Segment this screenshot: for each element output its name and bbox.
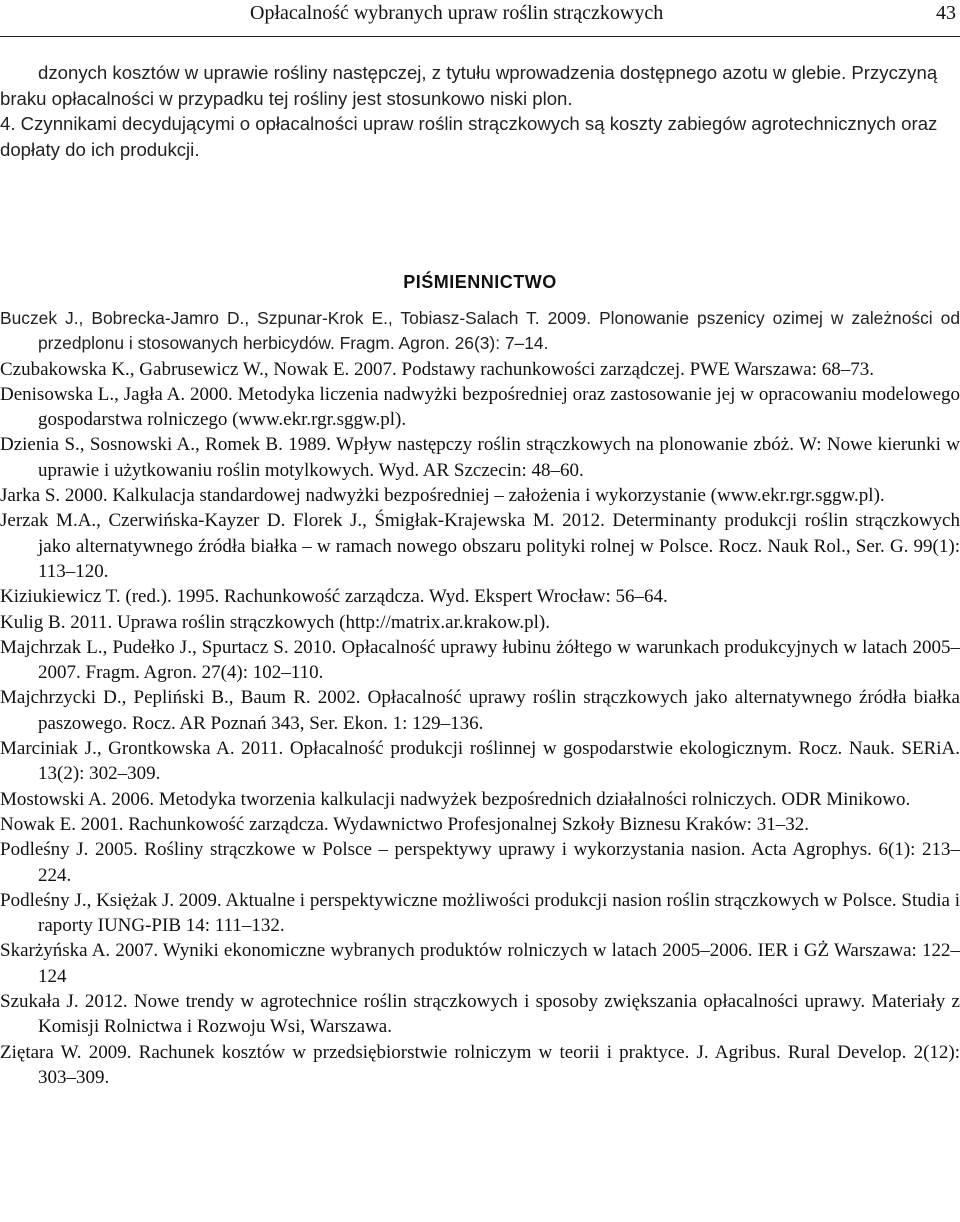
reference-item: Majchrzak L., Pudełko J., Spurtacz S. 2010. Opłacalność uprawy łubinu żółtego w warunkach produkcyjnych w latach 2005–2007. Fragm. Agron. 27(4): 102–110.: [0, 636, 960, 684]
reference-item: Jarka S. 2000. Kalkulacja standardowej nadwyżki bezpośredniej – założenia i wykorzystanie (www.ekr.rgr.sggw.pl).: [0, 485, 885, 507]
conclusions-text: [0, 60, 960, 162]
reference-item: Kulig B. 2011. Uprawa roślin strączkowych (http://matrix.ar.krakow.pl).: [0, 611, 550, 633]
references-heading: PIŚMIENNICTWO: [403, 272, 557, 292]
reference-item: Ziętara W. 2009. Rachunek kosztów w przedsiębiorstwie rolniczym w teorii i praktyce. J. Agribus. Rural Develop. 2(12): 303–309.: [0, 1041, 960, 1088]
running-title: Opłacalność wybranych upraw roślin strączkowych: [250, 2, 664, 24]
reference-item: Jerzak M.A., Czerwińska-Kayzer D. Florek J., Śmigłak-Krajewska M. 2012. Determinanty produkcji roślin strączkowych jako alternatywnego źródła białka – w ramach nowego obszaru polityki rolnej w Polsce. Rocz. Nauk Rol., Ser. G. 99(1): 113–120.: [0, 510, 960, 582]
reference-item: Szukała J. 2012. Nowe trendy w agrotechnice roślin strączkowych i sposoby zwiększania opłacalności uprawy. Materiały z Komisji Rolnictwa i Rozwoju Wsi, Warszawa.: [0, 991, 960, 1038]
reference-item: Kiziukiewicz T. (red.). 1995. Rachunkowość zarządcza. Wyd. Ekspert Wrocław: 56–64.: [0, 586, 668, 608]
reference-list: [0, 306, 960, 1090]
reference-item: Nowak E. 2001. Rachunkowość zarządcza. Wydawnictwo Profesjonalnej Szkoły Biznesu Kraków: 31–32.: [0, 813, 809, 835]
reference-item: Mostowski A. 2006. Metodyka tworzenia kalkulacji nadwyżek bezpośrednich działalności rolniczych. ODR Minikowo.: [0, 788, 911, 810]
reference-item: Podleśny J., Księżak J. 2009. Aktualne i perspektywiczne możliwości produkcji nasion roślin strączkowych w Polsce. Studia i raporty IUNG-PIB 14: 111–132.: [0, 889, 960, 937]
reference-item: Majchrzycki D., Pepliński B., Baum R. 2002. Opłacalność uprawy roślin strączkowych jako alternatywnego źródła białka paszowego. Rocz. AR Poznań 343, Ser. Ekon. 1: 129–136.: [0, 687, 960, 734]
reference-item: Dzienia S., Sosnowski A., Romek B. 1989. Wpływ następczy roślin strączkowych na plonowanie zbóż. W: Nowe kierunki w uprawie i użytkowaniu roślin motylkowych. Wyd. AR Szczecin: 48–60.: [0, 434, 960, 481]
reference-item: Podleśny J. 2005. Rośliny strączkowe w Polsce – perspektywy uprawy i wykorzystania nasion. Acta Agrophys. 6(1): 213–224.: [0, 839, 960, 886]
reference-item: Denisowska L., Jagła A. 2000. Metodyka liczenia nadwyżki bezpośredniej oraz zastosowanie jej w opracowaniu modelowego gospodarstwa rolniczego (www.ekr.rgr.sggw.pl).: [0, 383, 960, 431]
running-header: [0, 0, 960, 37]
reference-item: Czubakowska K., Gabrusewicz W., Nowak E. 2007. Podstawy rachunkowości zarządczej. PWE Warszawa: 68–73.: [0, 358, 874, 380]
reference-item: Skarżyńska A. 2007. Wyniki ekonomiczne wybranych produktów rolniczych w latach 2005–2006. IER i GŻ Warszawa: 122–124: [0, 940, 960, 987]
reference-item: Buczek J., Bobrecka-Jamro D., Szpunar-Krok E., Tobiasz-Salach T. 2009. Plonowanie pszenicy ozimej w zależności od przedplonu i stosowanych herbicydów. Fragm. Agron. 26(3): 7–14.: [0, 308, 960, 354]
conclusion-paragraph-continued: dzonych kosztów w uprawie rośliny następczej, z tytułu wprowadzenia dostępnego azotu w glebie. Przyczyną braku opłacalności w przypadku tej rośliny jest stosunkowo niski plon.: [0, 62, 938, 109]
reference-item: Marciniak J., Grontkowska A. 2011. Opłacalność produkcji roślinnej w gospodarstwie ekologicznym. Rocz. Nauk. SERiA. 13(2): 302–309.: [0, 738, 960, 785]
page-number: 43: [936, 2, 956, 24]
conclusion-item-4: 4. Czynnikami decydującymi o opłacalności upraw roślin strączkowych są koszty zabiegów agrotechnicznych oraz dopłaty do ich produkcji.: [0, 113, 938, 160]
